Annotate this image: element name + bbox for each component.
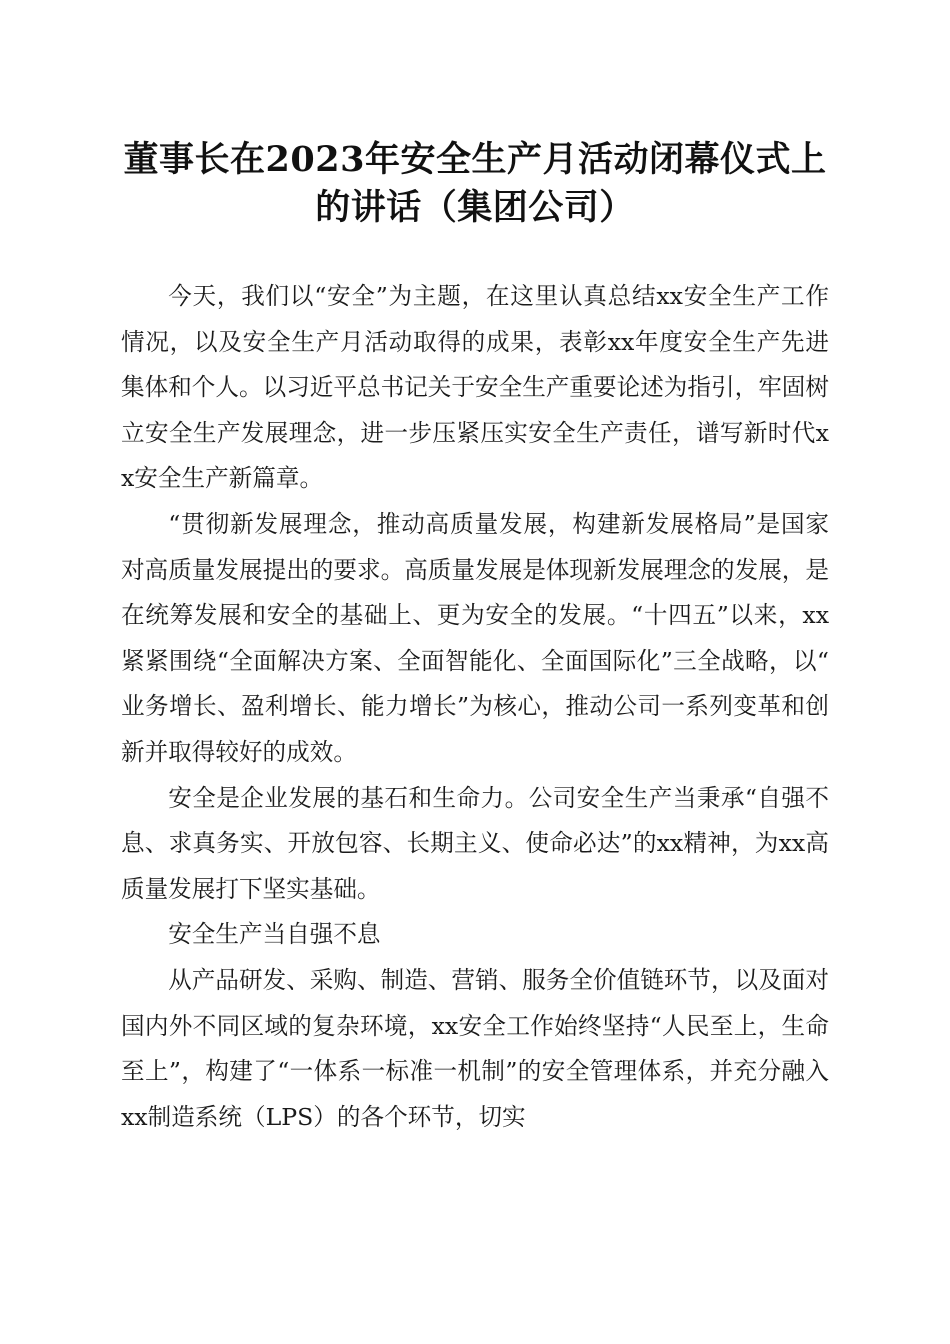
paragraph-foundation: 安全是企业发展的基石和生命力。公司安全生产当秉承“自强不息、求真务实、开放包容、长期主义、使命必达”的xx精神，为xx高质量发展打下坚实基础。 — [121, 783, 829, 903]
document-title — [120, 136, 830, 232]
paragraph-intro: 今天，我们以“安全”为主题，在这里认真总结xx安全生产工作情况，以及安全生产月活动取得的成果，表彰xx年度安全生产先进集体和个人。以习近平总书记关于安全生产重要论述为指引，牢固树立安全生产发展理念，进一步压紧压实安全生产责任，谱写新时代xx安全生产新篇章。 — [121, 282, 829, 493]
section-heading: 安全生产当自强不息 — [168, 920, 381, 949]
paragraph-value-chain: 从产品研发、采购、制造、营销、服务全价值链环节，以及面对国内外不同区域的复杂环境，xx安全工作始终坚持“人民至上，生命至上”，构建了“一体系一标准一机制”的安全管理体系，并充分融入xx制造系统（LPS）的各个环节，切实 — [121, 965, 829, 1131]
document-body — [121, 274, 829, 1140]
title-line-1: 董事长在2023年安全生产月活动闭幕仪式上 — [123, 139, 827, 180]
title-line-2: 的讲话（集团公司） — [315, 187, 635, 228]
paragraph-development: “贯彻新发展理念，推动高质量发展，构建新发展格局”是国家对高质量发展提出的要求。高质量发展是体现新发展理念的发展，是在统筹发展和安全的基础上、更为安全的发展。“十四五”以来，xx紧紧围绕“全面解决方案、全面智能化、全面国际化”三全战略，以“业务增长、盈利增长、能力增长”为核心，推动公司一系列变革和创新并取得较好的成效。 — [121, 509, 829, 766]
